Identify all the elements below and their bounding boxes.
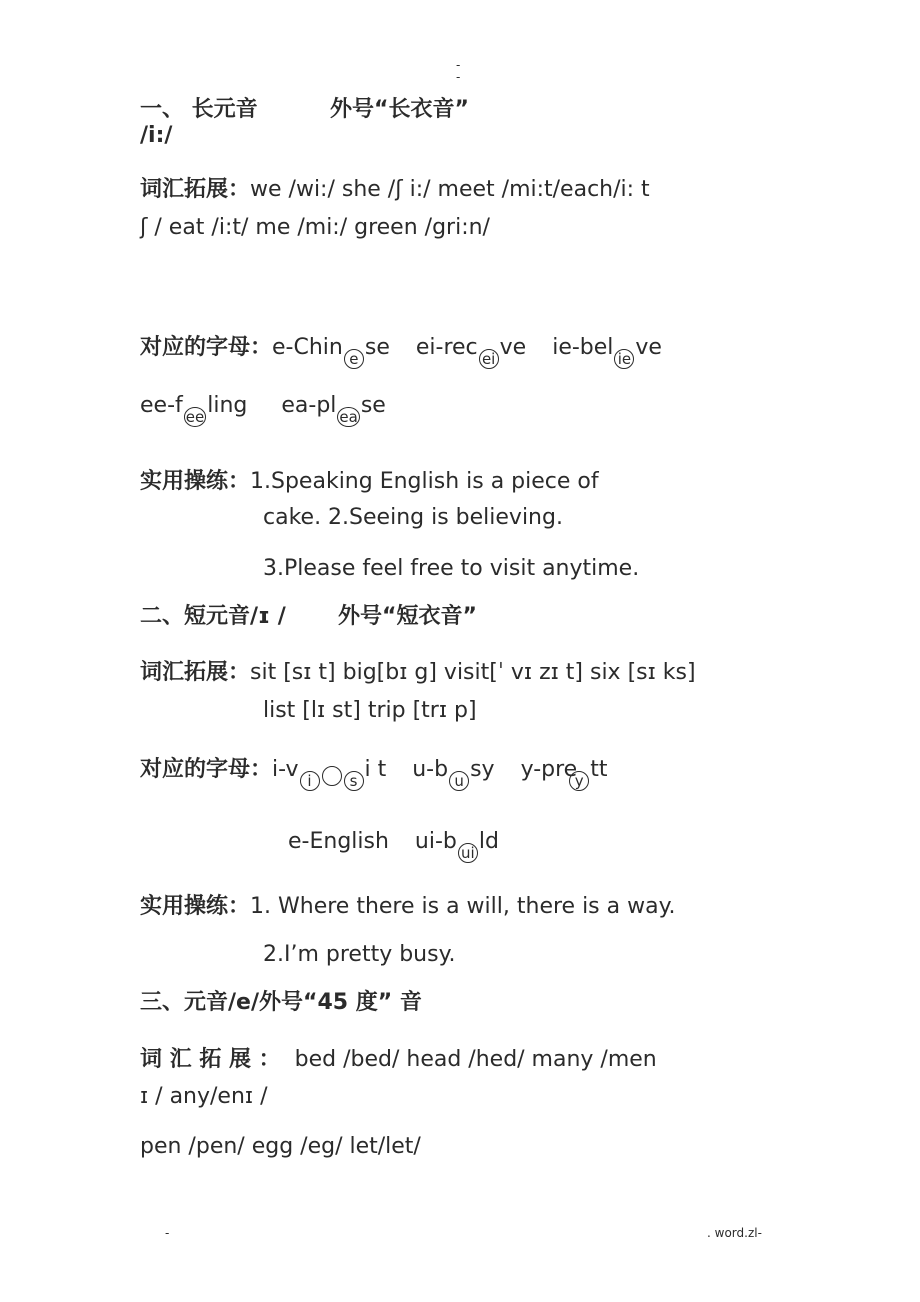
circled-letter: e: [344, 349, 364, 369]
letter-example-text: ea-pl: [281, 393, 337, 418]
section-1-symbol: /i:/: [140, 123, 173, 148]
section-1-letters: [140, 334, 662, 368]
practice-line-2: cake. 2.Seeing is believing.: [263, 505, 563, 530]
letter-example-text: ui-b: [414, 829, 457, 854]
header-dash-1: -: [456, 58, 461, 72]
letters-label: 对应的字母：: [140, 757, 273, 782]
section-2-title: 二、短元音/ɪ /: [140, 604, 286, 629]
letter-example-text: i-v: [272, 757, 299, 782]
letter-example-text: ei-rec: [415, 335, 478, 360]
empty-circle: [322, 766, 342, 786]
section-2-letters: [140, 756, 608, 790]
letter-example-text: i t: [364, 757, 387, 782]
section-3-vocab-line-2: ɪ / any/enɪ /: [140, 1084, 268, 1109]
section-3-title: 三、元音/e/外号“45 度” 音: [140, 990, 422, 1015]
circled-letter: ei: [479, 349, 499, 369]
practice-line-2: 2.I’m pretty busy.: [263, 942, 456, 967]
footer-left: -: [165, 1226, 170, 1240]
circled-letter: ea: [339, 408, 358, 426]
circled-letter: ie: [614, 349, 634, 369]
footer-right: . word.zl-: [707, 1226, 762, 1240]
section-1-title: 一、 长元音: [140, 97, 258, 122]
circled-letter: i: [300, 771, 320, 791]
practice-label: 实用操练：: [140, 469, 251, 494]
section-1-vocab: [140, 176, 650, 204]
section-2-title-nickname: 外号“短衣音”: [338, 604, 477, 629]
letter-example-text: ve: [635, 335, 662, 360]
section-1-letters-line-2: [140, 392, 386, 426]
circled-letter: ui: [458, 843, 478, 863]
vocab-label: 词汇拓展：: [140, 177, 251, 202]
circled-letter: y: [569, 771, 589, 791]
vocab-line-1: bed /bed/ head /hed/ many /men: [294, 1047, 657, 1072]
letter-example-text: tt: [590, 757, 608, 782]
section-1-vocab-line-2: ʃ / eat /i:t/ me /mi:/ green /gri:n/: [140, 215, 490, 240]
vocab-line-1: we /wi:/ she /ʃ i:/ meet /mi:t/each/i: t: [250, 177, 650, 202]
vocab-label: 词汇拓展：: [140, 660, 251, 685]
letter-example-text: ld: [478, 829, 499, 854]
letters-label: 对应的字母：: [140, 335, 273, 360]
letter-example-text: u-b: [412, 757, 449, 782]
letter-example-text: se: [364, 335, 390, 360]
section-2-vocab-line-2: list [lɪ st] trip [trɪ p]: [263, 698, 477, 723]
section-3-vocab-line-3: pen /pen/ egg /eg/ let/let/: [140, 1134, 421, 1159]
letter-example-text: ee-f: [140, 393, 183, 418]
circled-letter: u: [449, 771, 469, 791]
section-2-practice: [140, 893, 675, 921]
section-3-vocab: [140, 1046, 657, 1074]
letter-example-text: ling: [207, 393, 248, 418]
practice-line-1: 1. Where there is a will, there is a way.: [250, 894, 676, 919]
practice-label: 实用操练：: [140, 894, 251, 919]
section-2-letters-line-2: [288, 828, 499, 862]
vocab-line-1: sit [sɪ t] big[bɪ g] visit[ˈ vɪ zɪ t] six [sɪ ks]: [250, 660, 696, 685]
circled-letter: ee: [185, 408, 205, 426]
letter-example-text: y-pre: [520, 757, 578, 782]
letter-example-text: e-English: [288, 829, 389, 854]
section-1-practice: [140, 468, 599, 496]
practice-line-3: 3.Please feel free to visit anytime.: [263, 556, 640, 581]
letter-example-text: ve: [499, 335, 527, 360]
section-1-title-nickname: 外号“长衣音”: [330, 97, 469, 122]
section-2-vocab: [140, 659, 696, 687]
letter-example-text: e-Chin: [272, 335, 343, 360]
circled-letter: s: [344, 771, 364, 791]
practice-line-1: 1.Speaking English is a piece of: [250, 469, 599, 494]
vocab-label: 词 汇 拓 展 ：: [140, 1047, 281, 1072]
letter-example-text: se: [360, 393, 386, 418]
letter-example-text: sy: [470, 757, 495, 782]
header-dash-2: -: [456, 70, 461, 84]
letter-example-text: ie-bel: [552, 335, 614, 360]
